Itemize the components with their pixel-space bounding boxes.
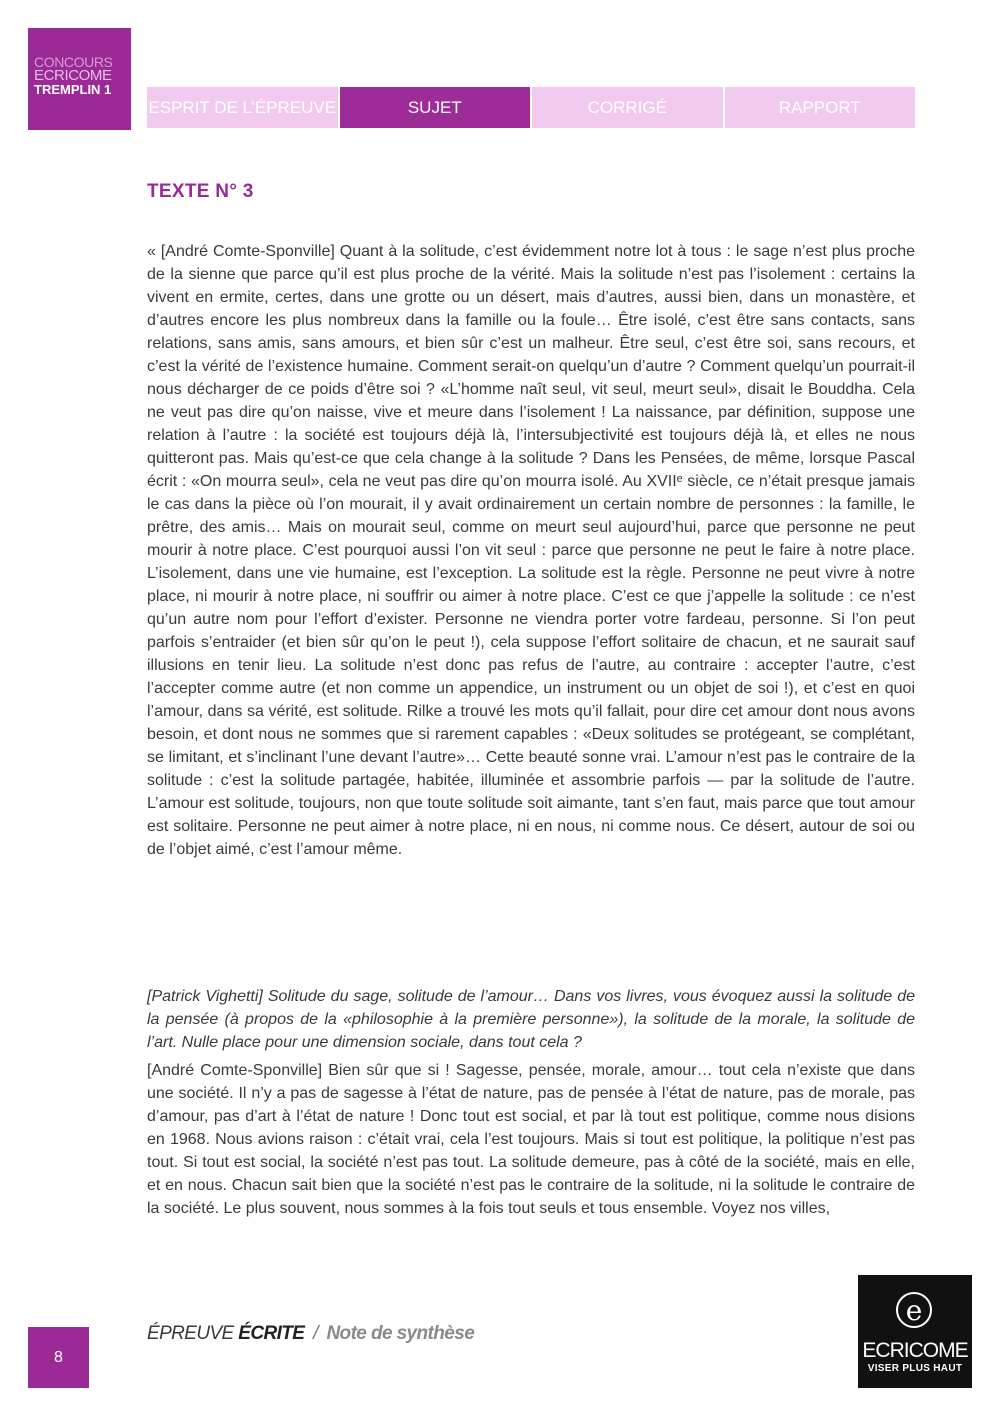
footer-title: [147, 1323, 474, 1345]
concours-badge: [28, 28, 131, 130]
ecricome-label: ECRICOME: [34, 67, 112, 84]
logo-name: ECRICOME: [862, 1339, 968, 1362]
section-tabs: [147, 87, 915, 128]
body-paragraph: [André Comte-Sponville] Bien sûr que si ! Sagesse, pensée, morale, amour… tout cela n’existe que dans une société. Il n’y a pas de sagesse à l’état de nature, pas de pensée à l’état de nature, pas de morale, pas d’amour, pas d’art à l’état de nature ! Donc tout est social, et par là tout est politique, comme nous disions en 1968. Nous avions raison : c’était vrai, cela l’est toujours. Mais si tout est politique, la politique n’est pas tout. Si tout est social, la société n’est pas tout. La solitude demeure, pas à côté de la société, mais en elle, et en nous. Chacun sait bien que la société n’est pas le contraire de la solitude, ni la solitude le contraire de la société. Le plus souvent, nous sommes à la fois tout seuls et tous ensemble. Voyez nos villes,: [147, 1062, 915, 1217]
concours-label: CONCOURS: [34, 54, 113, 70]
footer-ecrite: ÉCRITE: [238, 1323, 305, 1344]
page-number: 8: [28, 1327, 89, 1388]
footer-epreuve: ÉPREUVE: [147, 1323, 234, 1344]
footer-separator: /: [313, 1323, 318, 1344]
tab-sujet[interactable]: SUJET: [340, 87, 531, 128]
ecricome-e-icon: e: [896, 1292, 932, 1328]
section-title: TEXTE N° 3: [147, 181, 254, 202]
tab-esprit-epreuve[interactable]: ESPRIT DE L’ÉPREUVE: [147, 87, 338, 128]
ecricome-logo: [858, 1275, 972, 1388]
tremplin-label: TREMPLIN 1: [34, 82, 112, 97]
tab-corrige[interactable]: CORRIGÉ: [532, 87, 723, 128]
logo-tagline: VISER PLUS HAUT: [867, 1363, 963, 1374]
footer-note: Note de synthèse: [326, 1323, 475, 1344]
body-paragraph: « [André Comte-Sponville] Quant à la solitude, c’est évidemment notre lot à tous : le sage n’est plus proche de la sienne que parce qu’il est plus proche de la vérité. Mais la solitude n’est pas l’isolement : certains la vivent en ermite, certes, dans une grotte ou un désert, mais d’autres, aussi bien, dans un monastère, et d’autres encore les plus nombreux dans la famille ou la foule… Être isolé, c’est être sans contacts, sans relations, sans amis, sans amours, et bien sûr c’est un malheur. Être seul, c’est être soi, sans recours, et c’est la vérité de l’existence humaine. Comment serait-on quelqu’un d’autre ? Comment quelqu’un pourrait-il nous décharger de ce poids d’être soi ? «L’homme naît seul, vit seul, meurt seul», disait le Bouddha. Cela ne veut pas dire qu’on naisse, vive et meure dans l’isolement ! La naissance, par définition, suppose une relation à l’autre : la société est toujours déjà là, l’intersubjectivité est toujours déjà là, et elles ne nous quitteront pas. Mais qu’est-ce que cela change à la solitude ? Dans les Pensées, de même, lorsque Pascal écrit : «On mourra seul», cela ne veut pas dire qu’on mourra isolé. Au XVIIᵉ siècle, ce n’était presque jamais le cas dans la pièce où l’on mourait, il y avait ordinairement un certain nombre de personnes : la famille, le prêtre, des amis… Mais on mourait seul, comme on meurt seul aujourd’hui, parce que personne ne peut mourir à notre place. C’est pourquoi aussi l’on vit seul : parce que personne ne peut le faire à notre place. L’isolement, dans une vie humaine, est l’exception. La solitude est la règle. Personne ne peut vivre à notre place, ni mourir à notre place, ni souffrir ou aimer à notre place. C’est ce que j’appelle la solitude : ce n’est qu’un autre nom pour l’effort d’exister. Personne ne viendra porter votre fardeau, personne. Si l’on peut parfois s’entraider (et bien sûr qu’on le peut !), cela suppose l’effort solitaire de chacun, et ne saurait sauf illusions en tenir lieu. La solitude n’est donc pas refus de l’autre, au contraire : accepter l’autre, c’est l’accepter comme autre (et non comme un appendice, un instrument ou un objet de soi !), et c’est en quoi l’amour, dans sa vérité, est solitude. Rilke a trouvé les mots qu’il fallait, pour dire cet amour dont nous avons besoin, et dont nous ne sommes que si rarement capables : «Deux solitudes se protégeant, se complétant, se limitant, et s’inclinant l’une devant l’autre»… Cette beauté sonne vrai. L’amour n’est pas le contraire de la solitude : c’est la solitude partagée, habitée, illuminée et assombrie parfois — par la solitude de l’autre. L’amour est solitude, toujours, non que toute solitude soit aimante, tant s’en faut, mais parce que tout amour est solitaire. Personne ne peut aimer à notre place, ni en nous, ni comme nous. Ce désert, autour de soi ou de l’objet aimé, c’est l’amour même.: [147, 243, 915, 858]
interview-question: [Patrick Vighetti] Solitude du sage, solitude de l’amour… Dans vos livres, vous évoquez aussi la solitude de la pensée (à propos de la «philosophie à la première personne»), la solitude de la morale, la solitude de l’art. Nulle place pour une dimension sociale, dans tout cela ?: [147, 988, 915, 1051]
tab-rapport[interactable]: RAPPORT: [725, 87, 916, 128]
